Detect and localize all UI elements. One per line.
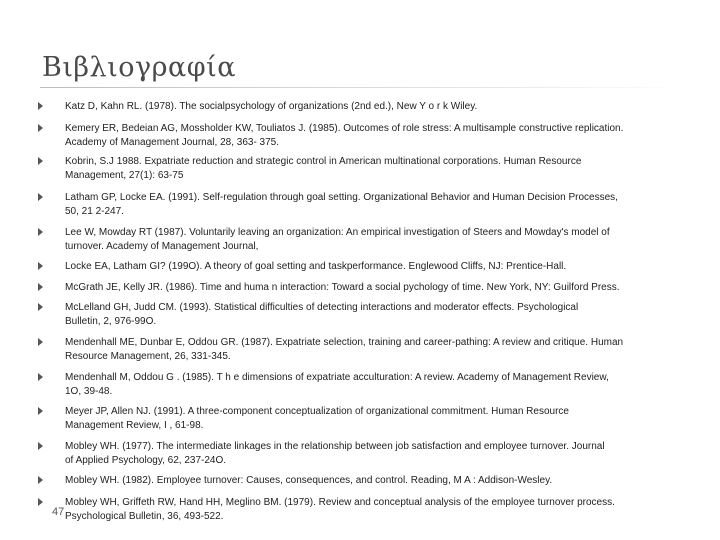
reference-item <box>38 440 698 467</box>
bullet-arrow-icon <box>38 476 43 484</box>
slide-title: Βιβλιογραφία <box>42 52 236 83</box>
reference-item <box>38 474 698 488</box>
reference-text: Lee W, Mowday RT (1987). Voluntarily leaving an organization: An empirical investigation of Steers and Mowday's model of turnover. Academy of Management Journal, <box>65 227 610 252</box>
reference-item <box>38 371 698 398</box>
reference-text: Meyer JP, Allen NJ. (1991). A three-component conceptualization of organizational commitment. Human Resource Management Review, I , 61-98. <box>65 406 569 431</box>
reference-item <box>38 281 698 295</box>
reference-text: Latham GP, Locke EA. (1991). Self-regulation through goal setting. Organizational Behavior and Human Decision Processes, 50, 21 2-247. <box>65 192 618 217</box>
bullet-arrow-icon <box>38 373 43 381</box>
bullet-arrow-icon <box>38 262 43 270</box>
bullet-arrow-icon <box>38 102 43 110</box>
reference-text: Mendenhall M, Oddou G . (1985). T h e dimensions of expatriate acculturation: A review. Academy of Management Review, 1O, 39-48. <box>65 372 609 397</box>
reference-text: Kobrin, S.J 1988. Expatriate reduction and strategic control in American multinational corporations. Human Resource Management, 27(1): 63-75 <box>65 156 582 181</box>
reference-item <box>38 191 698 218</box>
reference-item <box>38 496 698 523</box>
reference-item <box>38 100 698 114</box>
reference-text: Kemery ER, Bedeian AG, Mossholder KW, Touliatos J. (1985). Outcomes of role stress: A multisample constructive replication. Academy of Management Journal, 28, 363- 375. <box>65 123 624 148</box>
bullet-arrow-icon <box>38 498 43 506</box>
title-divider <box>40 87 682 88</box>
bullet-arrow-icon <box>38 442 43 450</box>
reference-item <box>38 155 698 182</box>
bullet-arrow-icon <box>38 228 43 236</box>
reference-text: Mobley WH. (1982). Employee turnover: Causes, consequences, and control. Reading, M A : Addison-Wesley. <box>65 475 553 486</box>
reference-item <box>38 336 698 363</box>
reference-text: Locke EA, Latham GI? (199O). A theory of goal setting and taskperformance. Englewood Cliffs, NJ: Prentice-Hall. <box>65 261 567 272</box>
bullet-arrow-icon <box>38 283 43 291</box>
reference-item <box>38 260 698 274</box>
reference-text: McGrath JE, Kelly JR. (1986). Time and huma n interaction: Toward a social pychology of time. New York, NY: Guilford Press. <box>65 282 620 293</box>
bullet-arrow-icon <box>38 193 43 201</box>
reference-item <box>38 301 698 328</box>
bullet-arrow-icon <box>38 124 43 132</box>
reference-item <box>38 122 698 149</box>
page-number: 47 <box>52 506 65 518</box>
reference-text: Mobley WH. (1977). The intermediate linkages in the relationship between job satisfaction and employee turnover. Journal of Applied Psychology, 62, 237-24O. <box>65 441 605 466</box>
bullet-arrow-icon <box>38 303 43 311</box>
bullet-arrow-icon <box>38 157 43 165</box>
reference-text: Mendenhall ME, Dunbar E, Oddou GR. (1987). Expatriate selection, training and career-pathing: A review and critique. Human Resource Management, 26, 331-345. <box>65 337 624 362</box>
bullet-arrow-icon <box>38 407 43 415</box>
reference-text: McLelland GH, Judd CM. (1993). Statistical difficulties of detecting interactions and moderator effects. Psychological Bulletin, 2, 976-99O. <box>65 302 579 327</box>
reference-item <box>38 405 698 432</box>
bullet-arrow-icon <box>38 338 43 346</box>
reference-item <box>38 226 698 253</box>
reference-text: Katz D, Kahn RL. (1978). The socialpsychology of organizations (2nd ed.), New Y o r k Wiley. <box>65 101 478 112</box>
reference-text: Mobley WH, Griffeth RW, Hand HH, Meglino BM. (1979). Review and conceptual analysis of the employee turnover process. Psychological Bulletin, 36, 493-522. <box>65 497 615 522</box>
